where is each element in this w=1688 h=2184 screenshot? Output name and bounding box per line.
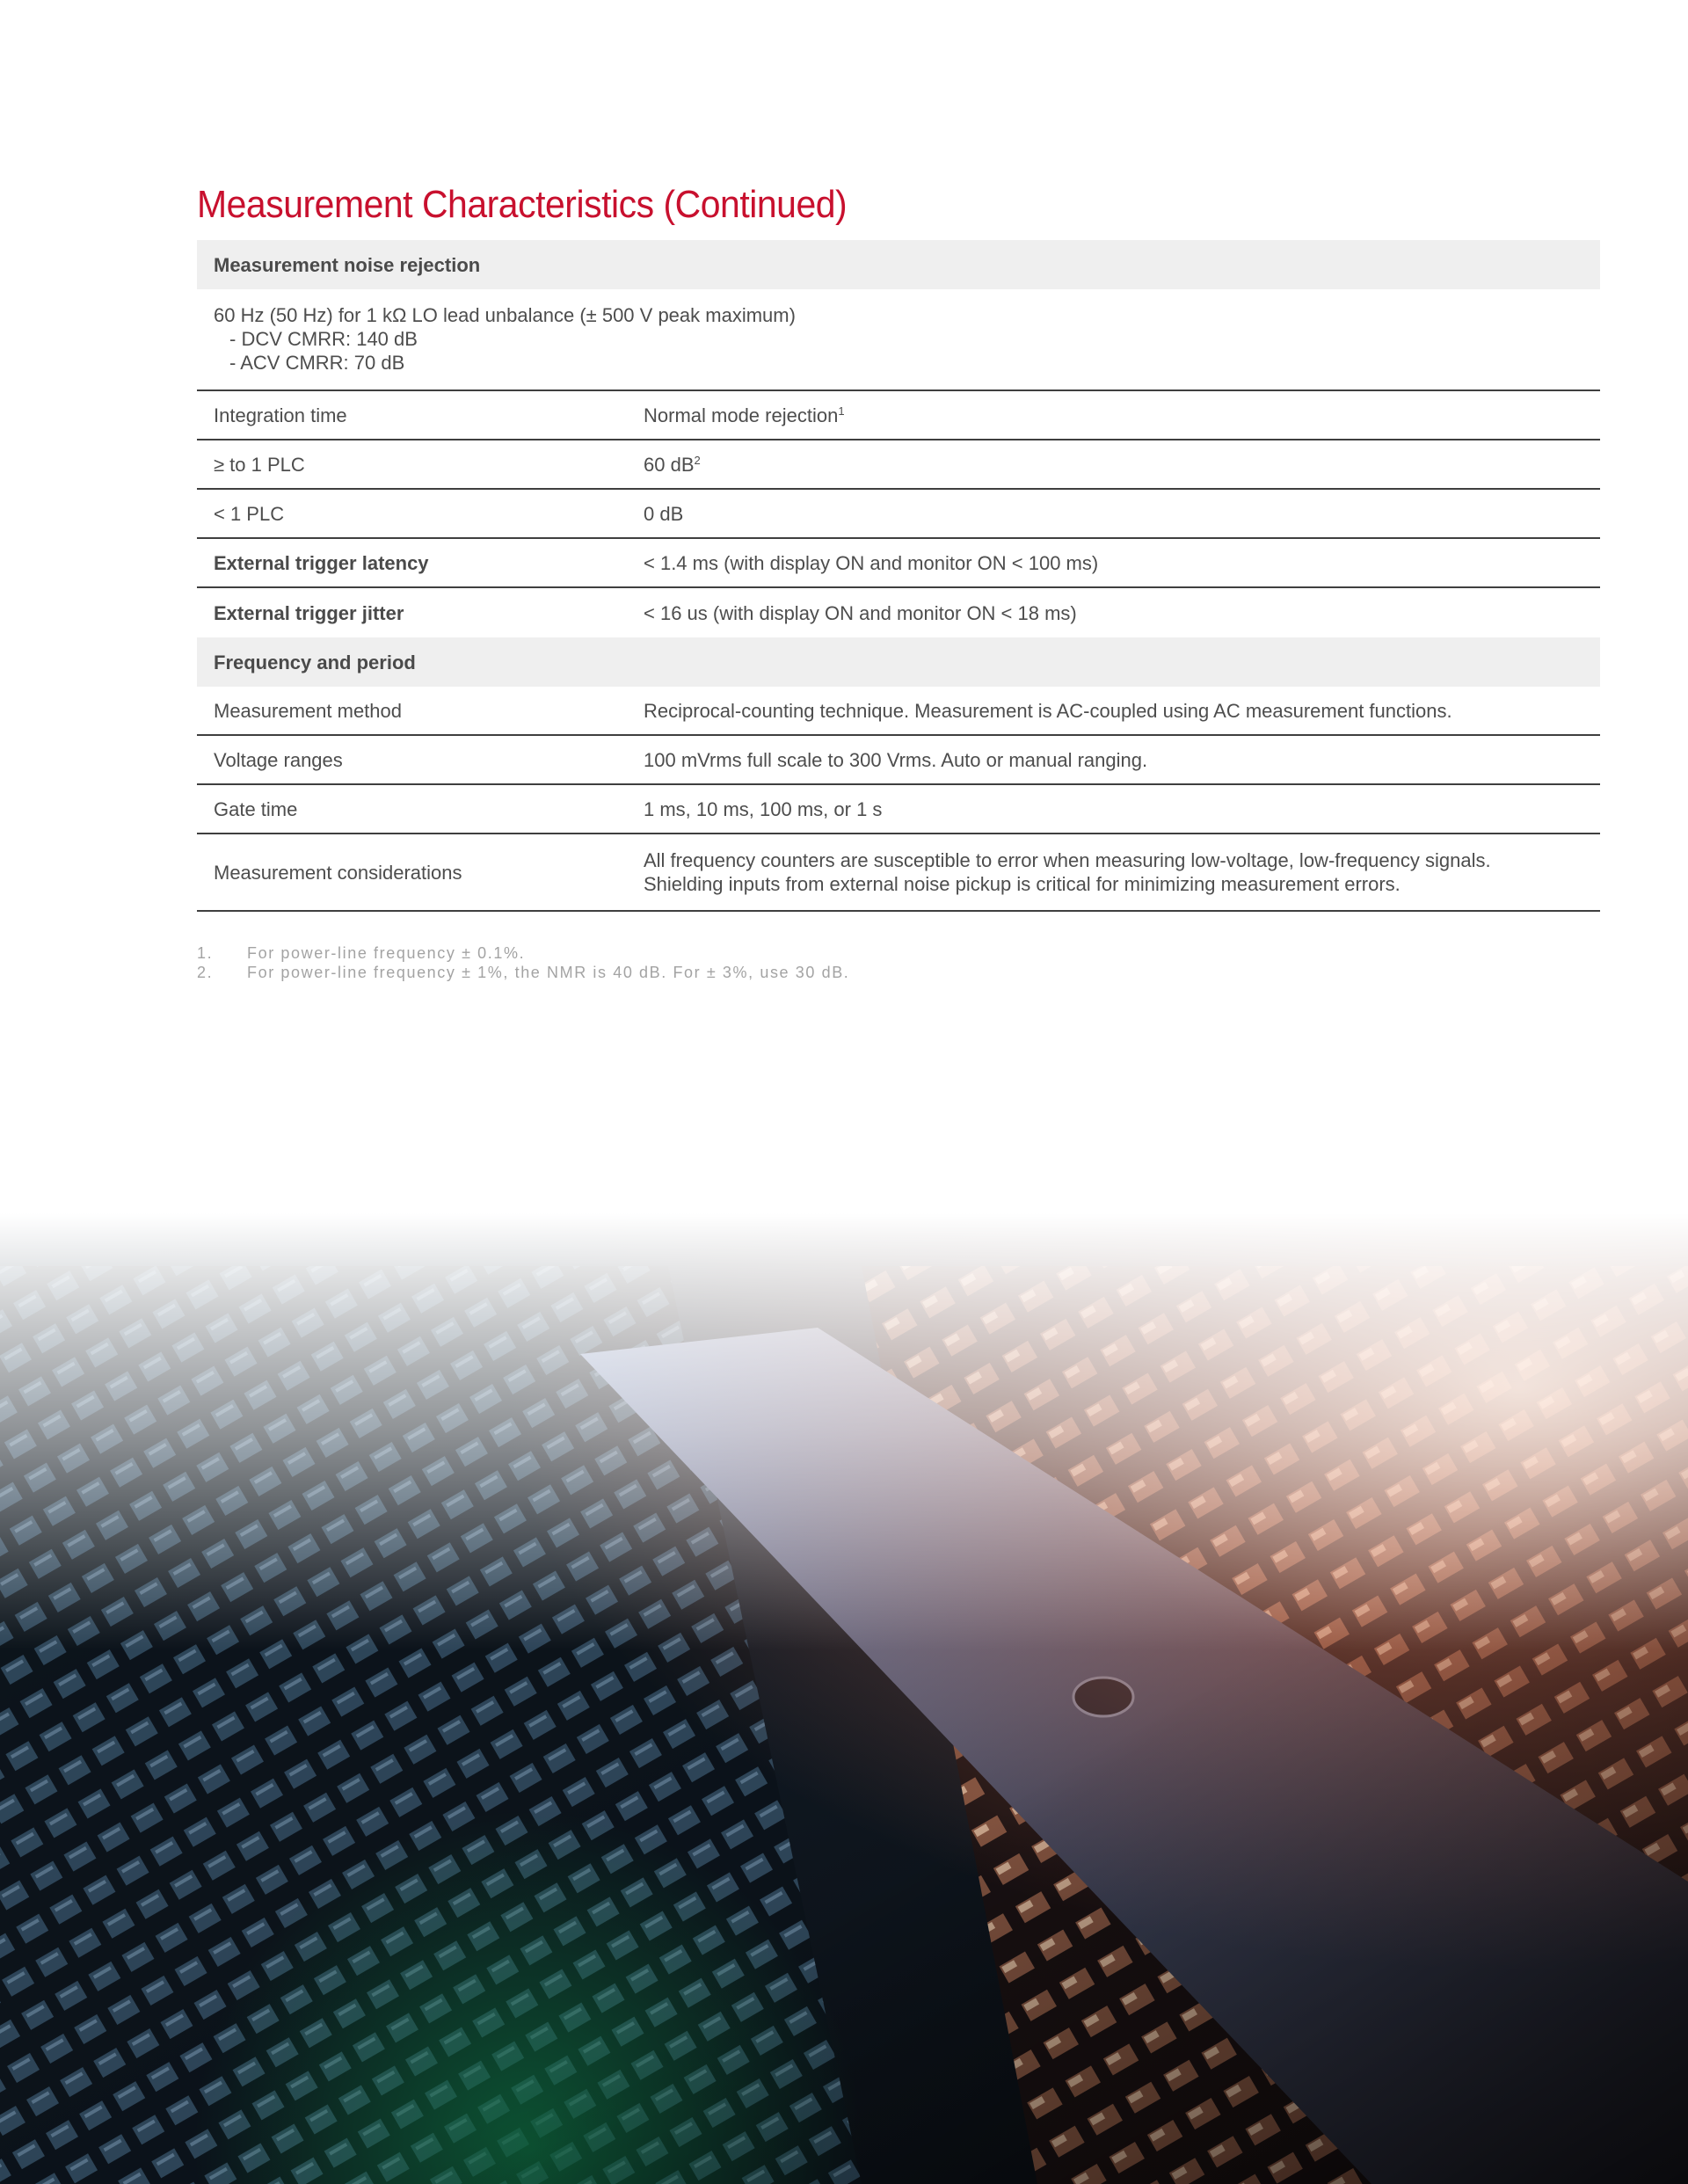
freq-label-cell: Gate time <box>214 797 298 820</box>
trigger-latency-row <box>197 539 1600 588</box>
nmr-header-row <box>197 391 1600 440</box>
footnote-2 <box>197 963 849 982</box>
considerations-value <box>644 848 1600 896</box>
table-row <box>197 687 1600 736</box>
nmr-value-cell: 0 dB <box>644 502 684 525</box>
freq-value-cell: 100 mVrms full scale to 300 Vrms. Auto or manual ranging. <box>644 748 1148 771</box>
table-row <box>197 736 1600 785</box>
trigger-jitter-row <box>197 588 1600 637</box>
table-row <box>197 440 1600 490</box>
noise-rejection-heading: Measurement noise rejection <box>197 240 1600 289</box>
considerations-line-2: Shielding inputs from external noise pickup is critical for minimizing measurement errors. <box>644 873 1401 895</box>
integration-time-cell: ≥ to 1 PLC <box>214 453 305 476</box>
noise-line-1: 60 Hz (50 Hz) for 1 kΩ LO lead unbalance (± 500 V peak maximum) <box>214 304 796 326</box>
footnote-text: For power-line frequency ± 0.1%. <box>247 944 526 962</box>
footnote-1 <box>197 943 849 963</box>
noise-line-3: - ACV CMRR: 70 dB <box>229 352 405 374</box>
page-title: Measurement Characteristics (Continued) <box>197 183 848 226</box>
footnote-ref-1: 1 <box>838 404 845 418</box>
considerations-label: Measurement considerations <box>214 861 462 884</box>
noise-line-2: - DCV CMRR: 140 dB <box>229 328 418 350</box>
table-row <box>197 785 1600 834</box>
considerations-row <box>197 834 1600 912</box>
freq-value-cell: Reciprocal-counting technique. Measurement is AC-coupled using AC measurement functions. <box>644 699 1452 722</box>
footnote-text: For power-line frequency ± 1%, the NMR is 40 dB. For ± 3%, use 30 dB. <box>247 964 850 981</box>
nmr-header-text: Normal mode rejection <box>644 404 839 426</box>
nmr-header-cell <box>644 404 1600 427</box>
frequency-period-heading: Frequency and period <box>197 637 1600 687</box>
footnotes <box>197 943 849 982</box>
freq-label-cell: Voltage ranges <box>214 748 343 771</box>
footnote-number: 1. <box>197 944 214 962</box>
noise-rejection-note <box>197 289 1600 391</box>
considerations-line-1: All frequency counters are susceptible to error when measuring low-voltage, low-frequency signals. <box>644 849 1491 871</box>
circuit-board-photo <box>0 1213 1688 2184</box>
spec-table <box>197 240 1600 912</box>
integration-time-cell: < 1 PLC <box>214 502 285 525</box>
footnote-ref-2: 2 <box>694 453 701 467</box>
footnote-number: 2. <box>197 964 214 981</box>
nmr-value-cell <box>644 453 1600 477</box>
table-row <box>197 490 1600 539</box>
trigger-latency-label: External trigger latency <box>214 551 429 574</box>
trigger-jitter-label: External trigger jitter <box>214 601 404 624</box>
trigger-latency-value: < 1.4 ms (with display ON and monitor ON < 100 ms) <box>644 551 1099 574</box>
freq-label-cell: Measurement method <box>214 699 402 722</box>
integration-time-header: Integration time <box>214 404 347 426</box>
freq-value-cell: 1 ms, 10 ms, 100 ms, or 1 s <box>644 797 883 820</box>
nmr-value-text: 60 dB <box>644 453 695 476</box>
trigger-jitter-value: < 16 us (with display ON and monitor ON < 18 ms) <box>644 601 1077 624</box>
